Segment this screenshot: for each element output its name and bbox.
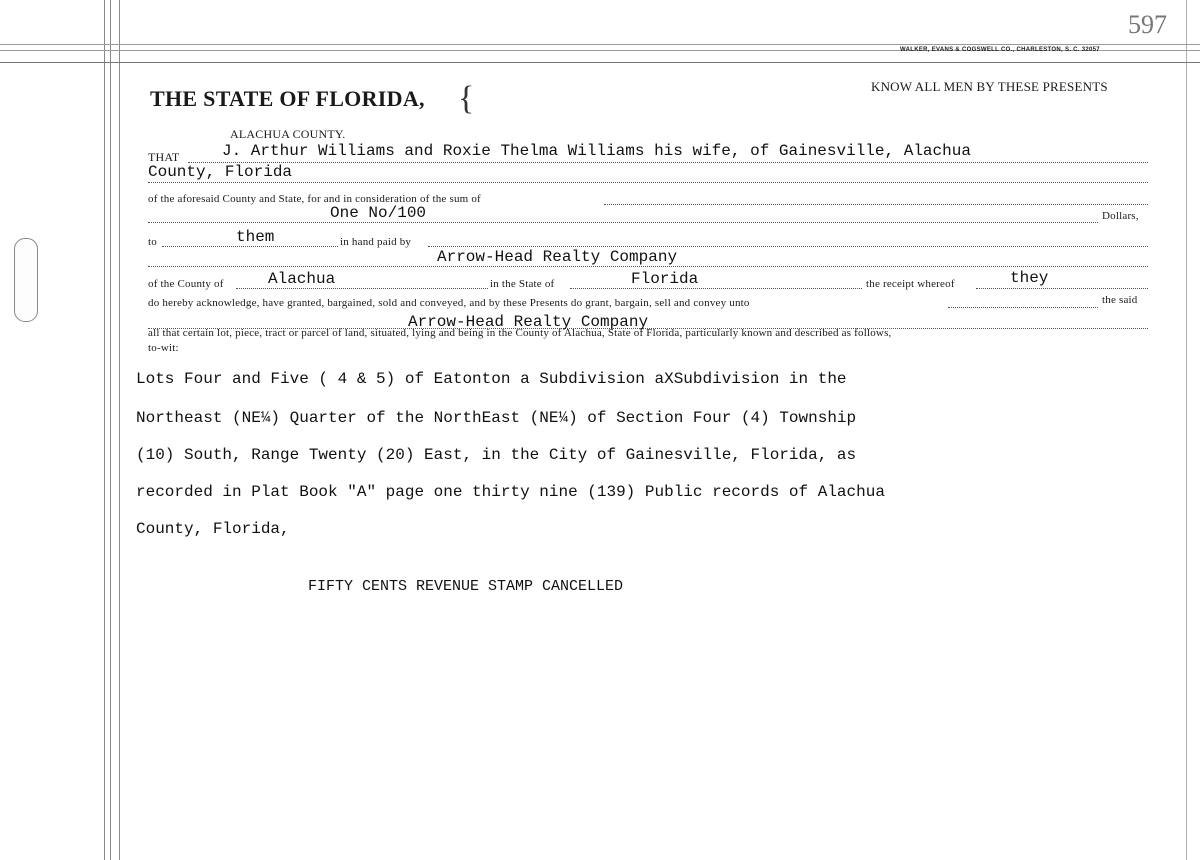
printer-credit: WALKER, EVANS & COGSWELL CO., CHARLESTON, S. C. 32057 (900, 47, 1100, 53)
grantors-line-2: County, Florida (148, 163, 293, 181)
margin-rule-right (1186, 0, 1187, 860)
county-dotted-line (236, 288, 488, 289)
in-hand-paid-by-label: in hand paid by (340, 236, 412, 248)
top-rule-3 (0, 62, 1200, 63)
land-description-text: all that certain lot, piece, tract or parcel of land, situated, lying and being in the County of Alachua, State of Florida, particularly known and described as follows, (148, 327, 892, 339)
dollars-label: Dollars, (1102, 210, 1139, 222)
description-line-2: Northeast (NE¼) Quarter of the NorthEast (NE¼) of Section Four (4) Township (136, 409, 857, 427)
the-said-label: the said (1102, 294, 1138, 306)
top-rule-1 (0, 44, 1200, 45)
consideration-text: of the aforesaid County and State, for and in consideration of the sum of (148, 193, 481, 205)
consideration-dotted-line (604, 204, 1148, 205)
that-dotted-line (188, 162, 1148, 163)
grantee-value: Arrow-Head Realty Company (408, 313, 649, 331)
description-line-1: Lots Four and Five ( 4 & 5) of Eatonton a Subdivision aXSubdivision in the (136, 370, 847, 388)
in-state-label: in the State of (490, 278, 555, 290)
acknowledge-text: do hereby acknowledge, have granted, bargained, sold and conveyed, and by these Presents do grant, bargain, sell and convey unto (148, 297, 750, 309)
margin-rule-left-2 (110, 0, 111, 860)
receipt-dotted-line (976, 288, 1148, 289)
form-title: THE STATE OF FLORIDA, (150, 86, 425, 111)
payer-value: Arrow-Head Realty Company (437, 248, 678, 266)
receipt-value: they (1010, 269, 1049, 287)
description-line-4: recorded in Plat Book "A" page one thirty nine (139) Public records of Alachua (136, 483, 885, 501)
binder-hole (14, 238, 38, 322)
to-wit-label: to-wit: (148, 342, 179, 354)
county-heading: ALACHUA COUNTY. (230, 127, 346, 141)
to-dotted-line (162, 246, 338, 247)
margin-rule-left-3 (119, 0, 120, 860)
amount-value: One No/100 (330, 204, 427, 222)
receipt-label: the receipt whereof (866, 278, 955, 290)
state-dotted-line (570, 288, 862, 289)
paid-by-dotted-line (428, 246, 1148, 247)
description-line-5: County, Florida, (136, 520, 290, 538)
know-all-men-heading: KNOW ALL MEN BY THESE PRESENTS (871, 79, 1108, 94)
amount-dotted-line (148, 222, 1098, 223)
paid-to-value: them (236, 228, 275, 246)
of-county-label: of the County of (148, 278, 224, 290)
state-value: Florida (631, 270, 699, 288)
description-line-3: (10) South, Range Twenty (20) East, in the City of Gainesville, Florida, as (136, 446, 857, 464)
grantors-dotted-line-2 (148, 182, 1148, 183)
that-label: THAT (148, 150, 180, 164)
revenue-stamp-note: FIFTY CENTS REVENUE STAMP CANCELLED (308, 578, 624, 595)
grantors-line-1: J. Arthur Williams and Roxie Thelma Williams his wife, of Gainesville, Alachua (222, 142, 971, 160)
margin-rule-left-1 (104, 0, 105, 860)
acknowledge-dotted-line (948, 307, 1098, 308)
page-number: 597 (1128, 10, 1167, 39)
to-label: to (148, 236, 157, 248)
payer-dotted-line (148, 266, 1148, 267)
title-brace: { (458, 80, 475, 117)
county-value: Alachua (268, 270, 336, 288)
